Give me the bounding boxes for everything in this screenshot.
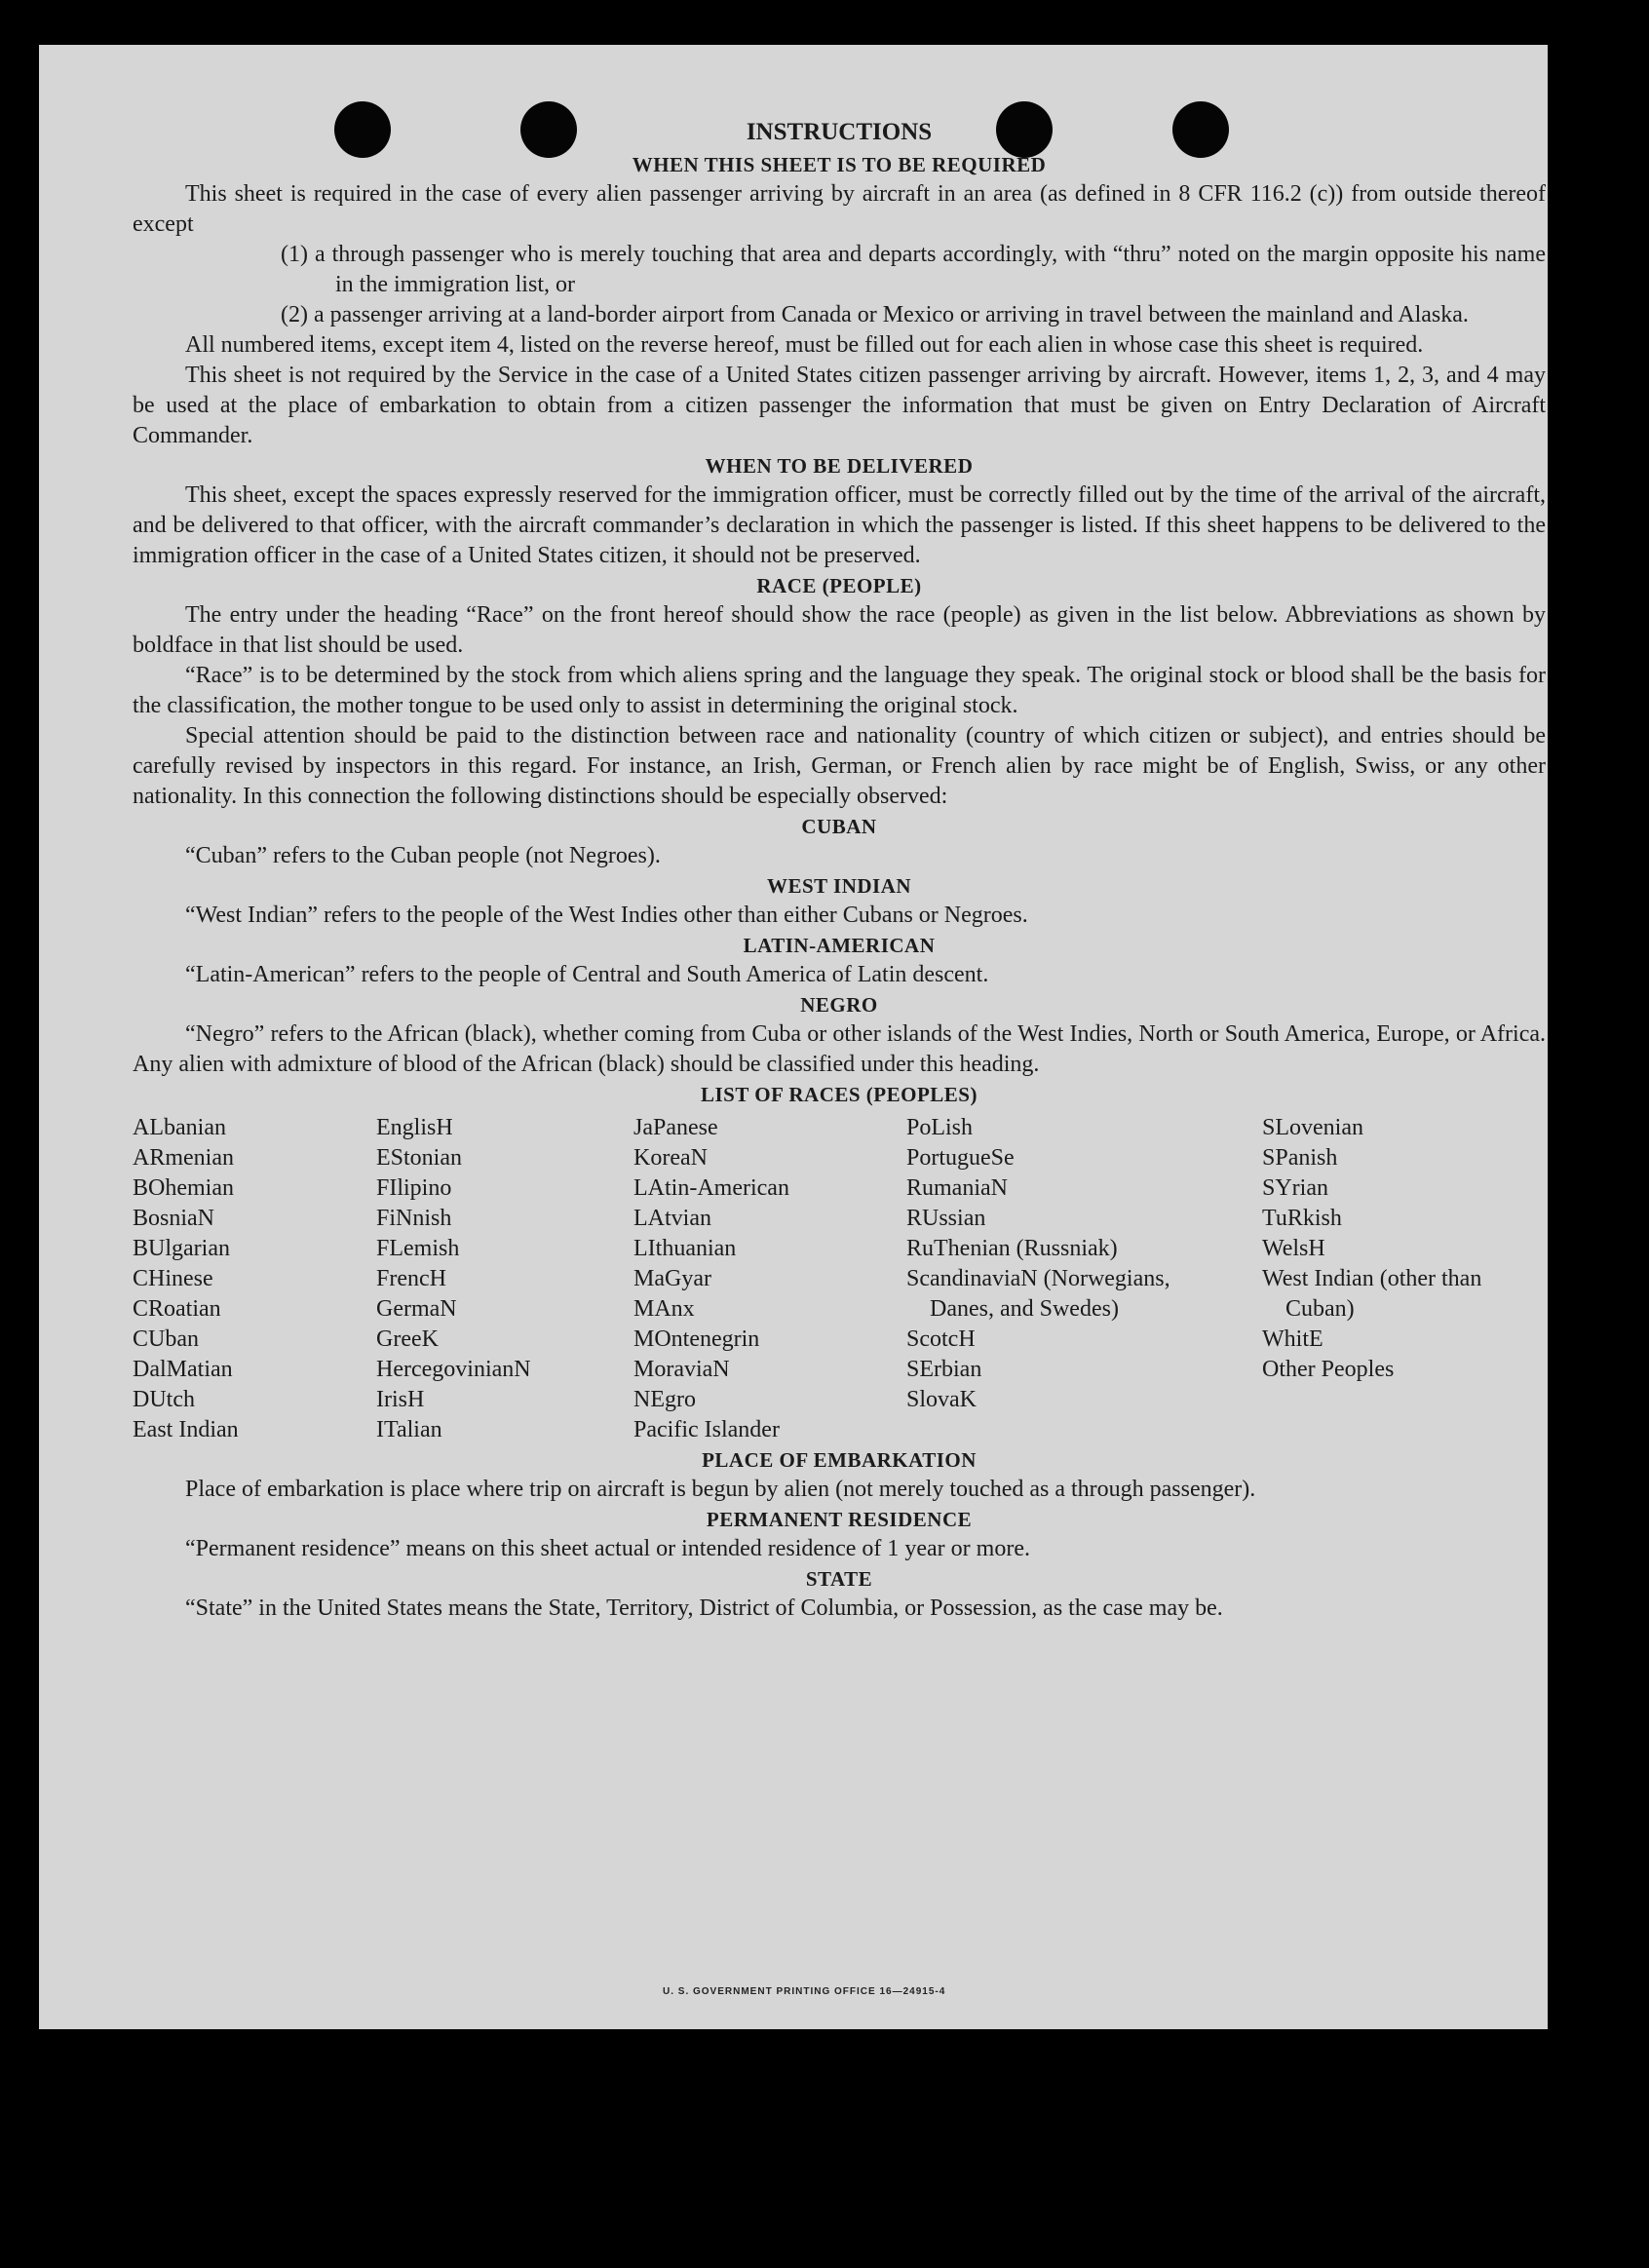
race-item: BOhemian [133,1175,234,1201]
race-item: BosniaN [133,1206,214,1231]
race-item: IrisH [376,1387,425,1412]
race-item: BUlgarian [133,1236,230,1261]
race-item: GreeK [376,1326,439,1352]
race-item: ScandinaviaN (Norwegians, Danes, and Swedes) [906,1266,1170,1322]
race-item: DUtch [133,1387,195,1412]
heading-when-delivered: WHEN TO BE DELIVERED [705,454,974,478]
race-item: RumaniaN [906,1175,1008,1201]
race-item: FLemish [376,1236,460,1261]
page-title: INSTRUCTIONS [746,119,933,145]
race-item: WelsH [1262,1236,1325,1261]
para-citizen: This sheet is not required by the Service in the case of a United States citizen passenger arriving by aircraft. However, items 1, 2, 3, and 4 may be used at the place of embarkation to obtain from a citizen passenger the information that must be given on Entry Declaration of Aircraft Commander. [133,363,1546,448]
race-item: MAnx [633,1296,695,1322]
race-item: DalMatian [133,1357,233,1382]
race-item: EStonian [376,1145,462,1171]
para-race-3: Special attention should be paid to the distinction between race and nationality (country of which citizen or subject), and entries should be carefully revised by inspectors in this regard. For instance, an Irish, German, or French alien by race might be of English, Swiss, or any other nationality. In this connection the following distinctions should be especially observed: [133,723,1546,809]
race-item: Pacific Islander [633,1417,780,1442]
item-2: (2) a passenger arriving at a land-border airport from Canada or Mexico or arriving in travel between the mainland and Alaska. [281,302,1469,327]
race-item: FiNnish [376,1206,452,1231]
race-item: MOntenegrin [633,1326,760,1352]
heading-when-required: WHEN THIS SHEET IS TO BE REQUIRED [632,153,1047,176]
para-when-required-intro: This sheet is required in the case of every alien passenger arriving by aircraft in an area (as defined in 8 CFR 116.2 (c)) from outside thereof except [133,181,1546,237]
heading-latin-american: LATIN-AMERICAN [743,934,936,957]
instructions-content [133,115,1546,1624]
race-item: LAtin-American [633,1175,789,1201]
race-item: EnglisH [376,1115,453,1140]
race-item: TuRkish [1262,1206,1342,1231]
text-embarkation: Place of embarkation is place where trip on aircraft is begun by alien (not merely touched as a through passenger). [185,1477,1256,1502]
race-item: LAtvian [633,1206,711,1231]
race-item: West Indian (other than Cuban) [1262,1266,1482,1322]
race-item: ARmenian [133,1145,234,1171]
race-item: JaPanese [633,1115,718,1140]
text-west-indian: “West Indian” refers to the people of the West Indies other than either Cubans or Negroes. [185,903,1028,928]
race-item: PoLish [906,1115,974,1140]
race-item: WhitE [1262,1326,1323,1352]
race-item: MoraviaN [633,1357,730,1382]
race-item: KoreaN [633,1145,708,1171]
para-numbered-items: All numbered items, except item 4, listed on the reverse hereof, must be filled out for each alien in whose case this sheet is required. [185,332,1424,358]
race-item: FrencH [376,1266,446,1291]
heading-state: STATE [805,1567,873,1591]
race-item: PortugueSe [906,1145,1015,1171]
race-item: SPanish [1262,1145,1338,1171]
race-item: HercegovinianN [376,1357,531,1382]
race-item: GermaN [376,1296,457,1322]
heading-race: RACE (PEOPLE) [756,574,922,597]
document-sheet [39,45,1548,2029]
para-race-1: The entry under the heading “Race” on the front hereof should show the race (people) as given in the list below. Abbreviations as shown by boldface in that list should be used. [133,602,1546,658]
race-item: ScotcH [906,1326,976,1352]
race-item: SLovenian [1262,1115,1363,1140]
race-item: Other Peoples [1262,1357,1395,1382]
heading-embarkation: PLACE OF EMBARKATION [702,1448,977,1472]
races-column-4 [906,1113,1262,1445]
race-item: CRoatian [133,1296,221,1322]
races-column-1 [133,1113,376,1445]
race-item: CUban [133,1326,199,1352]
race-item: CHinese [133,1266,213,1291]
text-state: “State” in the United States means the State, Territory, District of Columbia, or Possession, as the case may be. [185,1595,1223,1621]
heading-cuban: CUBAN [801,815,877,838]
race-item: SYrian [1262,1175,1328,1201]
item-1: (1) a through passenger who is merely touching that area and departs accordingly, with “thru” noted on the margin opposite his name in the immigration list, or [281,242,1546,297]
text-latin-american: “Latin-American” refers to the people of Central and South America of Latin descent. [185,962,989,987]
race-item: FIlipino [376,1175,452,1201]
heading-residence: PERMANENT RESIDENCE [706,1508,973,1531]
text-residence: “Permanent residence” means on this sheet actual or intended residence of 1 year or more. [185,1536,1030,1561]
races-column-5 [1262,1113,1515,1445]
text-cuban: “Cuban” refers to the Cuban people (not Negroes). [185,843,661,868]
heading-list-of-races: LIST OF RACES (PEOPLES) [701,1083,978,1106]
race-item: SErbian [906,1357,982,1382]
race-item: MaGyar [633,1266,711,1291]
race-item: East Indian [133,1417,239,1442]
race-item: LIthuanian [633,1236,737,1261]
races-list [133,1113,1546,1445]
race-item: RUssian [906,1206,986,1231]
races-column-3 [633,1113,906,1445]
race-item: SlovaK [906,1387,977,1412]
race-item: NEgro [633,1387,696,1412]
para-when-delivered: This sheet, except the spaces expressly reserved for the immigration officer, must be correctly filled out by the time of the arrival of the aircraft, and be delivered to that officer, with the aircraft commander’s declaration in which the passenger is listed. If this sheet happens to be delivered to the immigration officer in the case of a United States citizen, it should not be preserved. [133,482,1546,568]
heading-negro: NEGRO [800,993,878,1017]
printing-office-footer: U. S. GOVERNMENT PRINTING OFFICE 16—24915-4 [663,1986,946,1997]
text-negro: “Negro” refers to the African (black), whether coming from Cuba or other islands of the West Indies, North or South America, Europe, or Africa. Any alien with admixture of blood of the African (black) should be classified under this heading. [133,1021,1546,1077]
race-item: RuThenian (Russniak) [906,1236,1118,1261]
para-race-2: “Race” is to be determined by the stock from which aliens spring and the language they speak. The original stock or blood shall be the basis for the classification, the mother tongue to be used only to assist in determining the original stock. [133,663,1546,718]
races-column-2 [376,1113,633,1445]
race-item: ITalian [376,1417,442,1442]
heading-west-indian: WEST INDIAN [766,874,912,898]
race-item: ALbanian [133,1115,226,1140]
